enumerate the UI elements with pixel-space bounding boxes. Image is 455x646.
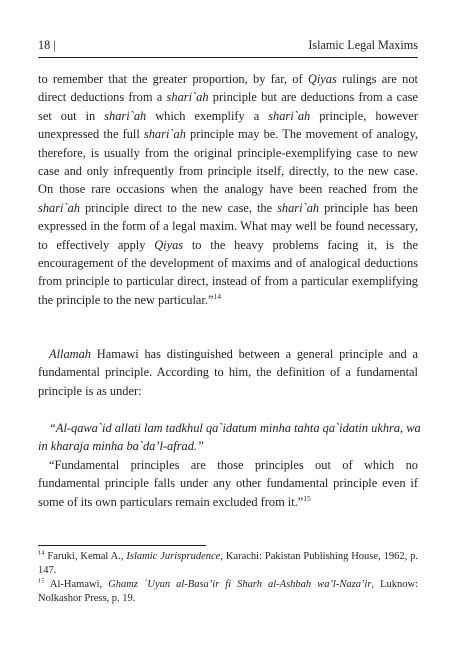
text-line: therefore, is usually from the original principle-exemplifying case to new bbox=[38, 145, 418, 160]
footnote-line: Nolkashor Press, p. 19. bbox=[38, 592, 136, 604]
footnote-line: $^{15}$ Al-Hamawi, Ghamz `Uyun al-Basa’ir fi Sharh al-Ashbah wa’l-Naza’ir, Luknow: bbox=[38, 577, 418, 590]
running-title: Islamic Legal Maxims bbox=[308, 38, 418, 52]
text-line: the principle to the new particular.”$^{14}$ bbox=[38, 291, 221, 307]
definition-quote bbox=[38, 419, 421, 511]
text-line: On those rare occasions when the analogy have been reached from the bbox=[38, 182, 418, 197]
translation-line: some of its own particulars remain excluded from it.”$^{15}$ bbox=[38, 493, 311, 509]
header-rule bbox=[38, 57, 418, 58]
text-line: unexpressed the full shari`ah principle may be. The movement of analogy, bbox=[38, 127, 418, 142]
footnote-15 bbox=[38, 578, 418, 605]
body-paragraph-2 bbox=[38, 345, 418, 400]
arabic-transliteration-line: “Al-qawa`id allati lam tadkhul qa`idatum minha tahta qa`idatin ukhra, wa bbox=[49, 421, 421, 435]
text-line: to effectively apply Qiyas to the heavy problems facing it, is the bbox=[38, 237, 418, 252]
text-line: set out in shari`ah which exemplify a shari`ah principle, however bbox=[38, 108, 419, 123]
body-paragraph-1 bbox=[38, 70, 418, 309]
footnote-separator bbox=[38, 545, 206, 546]
text-line: Allamah Hamawi has distinguished between a general principle and a bbox=[49, 347, 418, 361]
text-line: principle is as under: bbox=[38, 383, 142, 398]
footnote-line: 147. bbox=[38, 564, 57, 576]
translation-line: “Fundamental principles are those principles out of which no bbox=[49, 457, 418, 472]
text-line: encouragement of the development of maxims and of analogical deductions bbox=[38, 255, 418, 270]
text-line: fundamental principle. According to him, the definition of a fundamental bbox=[38, 365, 418, 380]
footnote-ref-15: 15 bbox=[303, 493, 311, 503]
text-line: shari`ah principle direct to the new case, the shari`ah principle has been bbox=[38, 200, 418, 215]
text-line: to remember that the greater proportion, by far, of Qiyas rulings are not bbox=[38, 72, 419, 86]
text-line: from principle to particular direct, instead of from a particular exemplifying bbox=[38, 274, 418, 289]
footnote-14 bbox=[38, 550, 418, 577]
footnote-ref-14: 14 bbox=[213, 291, 221, 301]
text-line: direct deductions from a shari`ah principle but are deductions from a case bbox=[38, 90, 418, 105]
translation-line: fundamental principle falls under any other fundamental principle even if bbox=[38, 476, 418, 491]
arabic-transliteration-line: in kharaja minha ba`da’l-afrad.” bbox=[38, 439, 204, 454]
footnote-line: $^{14}$ Faruki, Kemal A., Islamic Jurisprudence, Karachi: Pakistan Publishing House, 1962, p. bbox=[38, 549, 418, 562]
text-line: case and only infrequently from principle itself, directly, to the new case. bbox=[38, 163, 418, 178]
text-line: expressed in the form of a legal maxim. What may well be found necessary, bbox=[38, 219, 418, 234]
page-number: 18 | bbox=[38, 38, 56, 52]
